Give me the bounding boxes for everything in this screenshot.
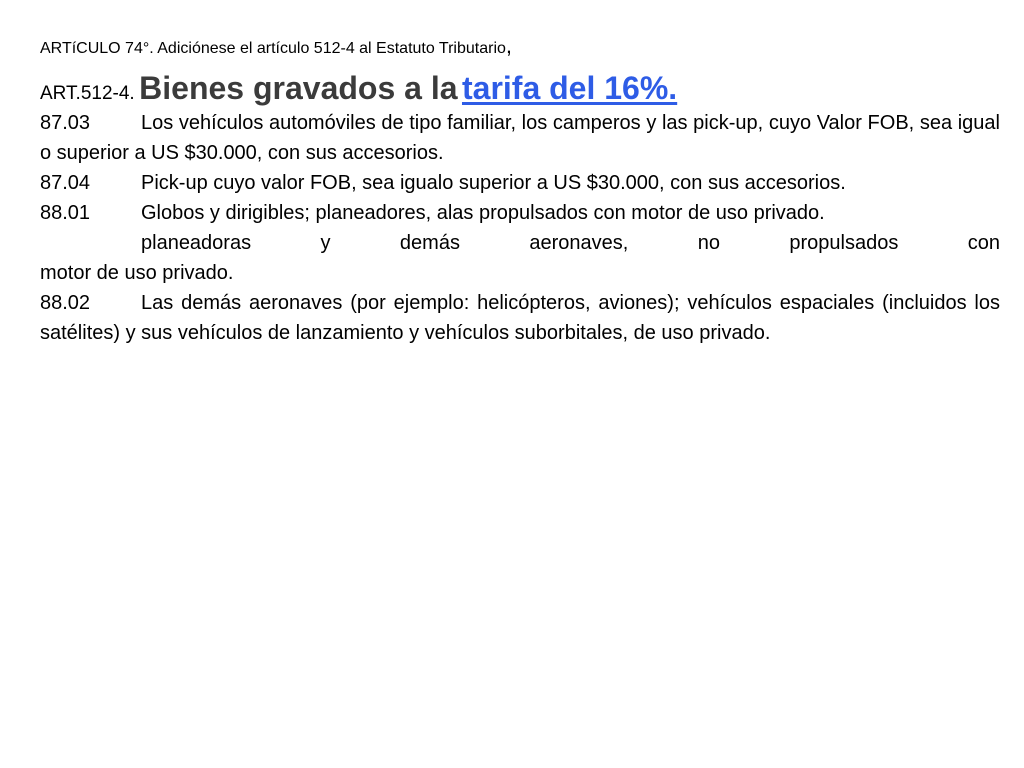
article-heading-comma: , <box>505 33 513 58</box>
item-text: Globos y dirigibles; planeadores, alas propulsados con motor de uso privado. <box>141 202 825 224</box>
tariff-items <box>40 108 1000 348</box>
item-text: Los vehículos automóviles de tipo familiar, los camperos y las pick-up, cuyo Valor FOB, sea igual o superior a US $30.000, con sus accesorios. <box>40 112 1000 164</box>
tariff-item-8801 <box>40 198 1000 288</box>
tariff-item-8802 <box>40 288 1000 348</box>
title-text: Bienes gravados a la <box>139 70 458 106</box>
item-code: 87.03 <box>40 112 91 134</box>
item-code: 88.02 <box>40 292 91 314</box>
item-text: Las demás aeronaves (por ejemplo: helicópteros, aviones); vehículos espaciales (incluidos los satélites) y sus vehículos de lanzamiento y vehículos suborbitales, de uso privado. <box>40 292 1000 344</box>
section-title <box>40 70 677 107</box>
item-code: 88.01 <box>40 202 91 224</box>
article-heading-text: ARTíCULO 74°. Adiciónese el artículo 512-4 al Estatuto Tributario <box>40 40 506 57</box>
item-code: 87.04 <box>40 172 91 194</box>
art-prefix: ART.512-4. <box>40 83 135 104</box>
article-heading <box>40 35 512 60</box>
tariff-item-8703 <box>40 108 1000 168</box>
item-tail: motor de uso privado. <box>40 262 234 284</box>
item-continuation: planeadoras y demás aeronaves, no propulsados con <box>141 232 1000 254</box>
tariff-item-8704 <box>40 168 1000 198</box>
item-text: Pick-up cuyo valor FOB, sea igualo superior a US $30.000, con sus accesorios. <box>141 172 846 194</box>
tariff-link[interactable]: tarifa del 16%. <box>461 70 678 106</box>
